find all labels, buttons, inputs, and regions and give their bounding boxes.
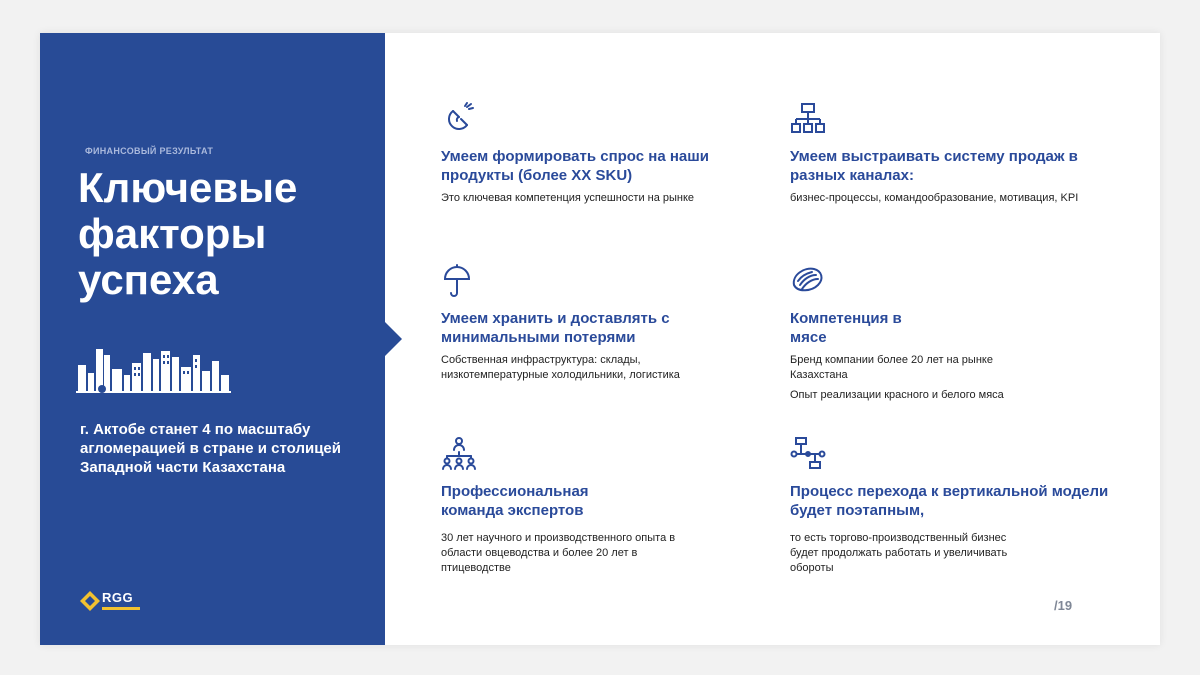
factor-item — [790, 101, 1110, 231]
factor-heading: Умеем хранить и доставлять с минимальными потерями — [441, 310, 670, 346]
factor-description — [441, 531, 681, 581]
team-icon — [441, 436, 477, 472]
factor-description-line: бизнес-процессы, командообразование, мотивация, KPI — [790, 192, 1079, 204]
page-number: /19 — [1054, 598, 1073, 613]
factor-description-line: Это ключевая компетенция успешности на рынке — [441, 192, 695, 204]
factor-item — [441, 101, 761, 231]
factor-heading: Умеем формировать спрос на наши продукты (более XX SKU) — [441, 148, 709, 184]
section-label: ФИНАНСОВЫЙ РЕЗУЛЬТАТ — [85, 146, 214, 156]
logo-underline — [102, 607, 140, 610]
panel-pointer — [385, 322, 402, 356]
factor-description — [441, 353, 741, 388]
factor-heading: Умеем выстраивать систему продаж в разных каналах: — [790, 148, 1078, 184]
left-panel — [40, 33, 385, 645]
logo-diamond-icon — [80, 591, 100, 611]
factor-item — [790, 263, 1110, 403]
factor-item — [441, 436, 761, 576]
factor-item — [790, 436, 1110, 576]
factor-item — [441, 263, 761, 393]
factor-description — [441, 191, 741, 211]
factor-description-line: то есть торгово-производственный бизнес будет продолжать работать и увеличивать обороты — [790, 532, 1008, 574]
factor-description-line: Собственная инфраструктура: склады, низкотемпературные холодильники, логистика — [441, 354, 680, 381]
factor-description-line: Опыт реализации красного и белого мяса — [790, 389, 1004, 401]
magnet-icon — [441, 101, 477, 137]
process-flow-icon — [790, 436, 826, 472]
city-caption: г. Актобе станет 4 по масштабу агломерацией в стране и столицей Западной части Казахстана — [80, 421, 341, 476]
factor-description — [790, 353, 1090, 408]
slide-title: Ключевые факторы успеха — [78, 164, 298, 303]
company-logo — [80, 590, 150, 616]
org-chart-icon — [790, 101, 826, 137]
factor-heading: Компетенция в мясе — [790, 310, 902, 346]
logo-text: RGG — [102, 590, 134, 605]
factor-description — [790, 191, 1090, 211]
umbrella-icon — [441, 263, 477, 299]
factor-description-line: Бренд компании более 20 лет на рынке Казахстана — [790, 354, 993, 381]
factor-description — [790, 531, 1010, 581]
steak-icon — [790, 263, 826, 299]
factor-description-line: 30 лет научного и производственного опыта в области овцеводства и более 20 лет в птицеводстве — [441, 532, 676, 574]
city-skyline-icon — [76, 345, 231, 393]
factor-heading: Профессиональная команда экспертов — [441, 483, 589, 519]
slide — [40, 33, 1160, 645]
factor-heading: Процесс перехода к вертикальной модели будет поэтапным, — [790, 483, 1109, 519]
